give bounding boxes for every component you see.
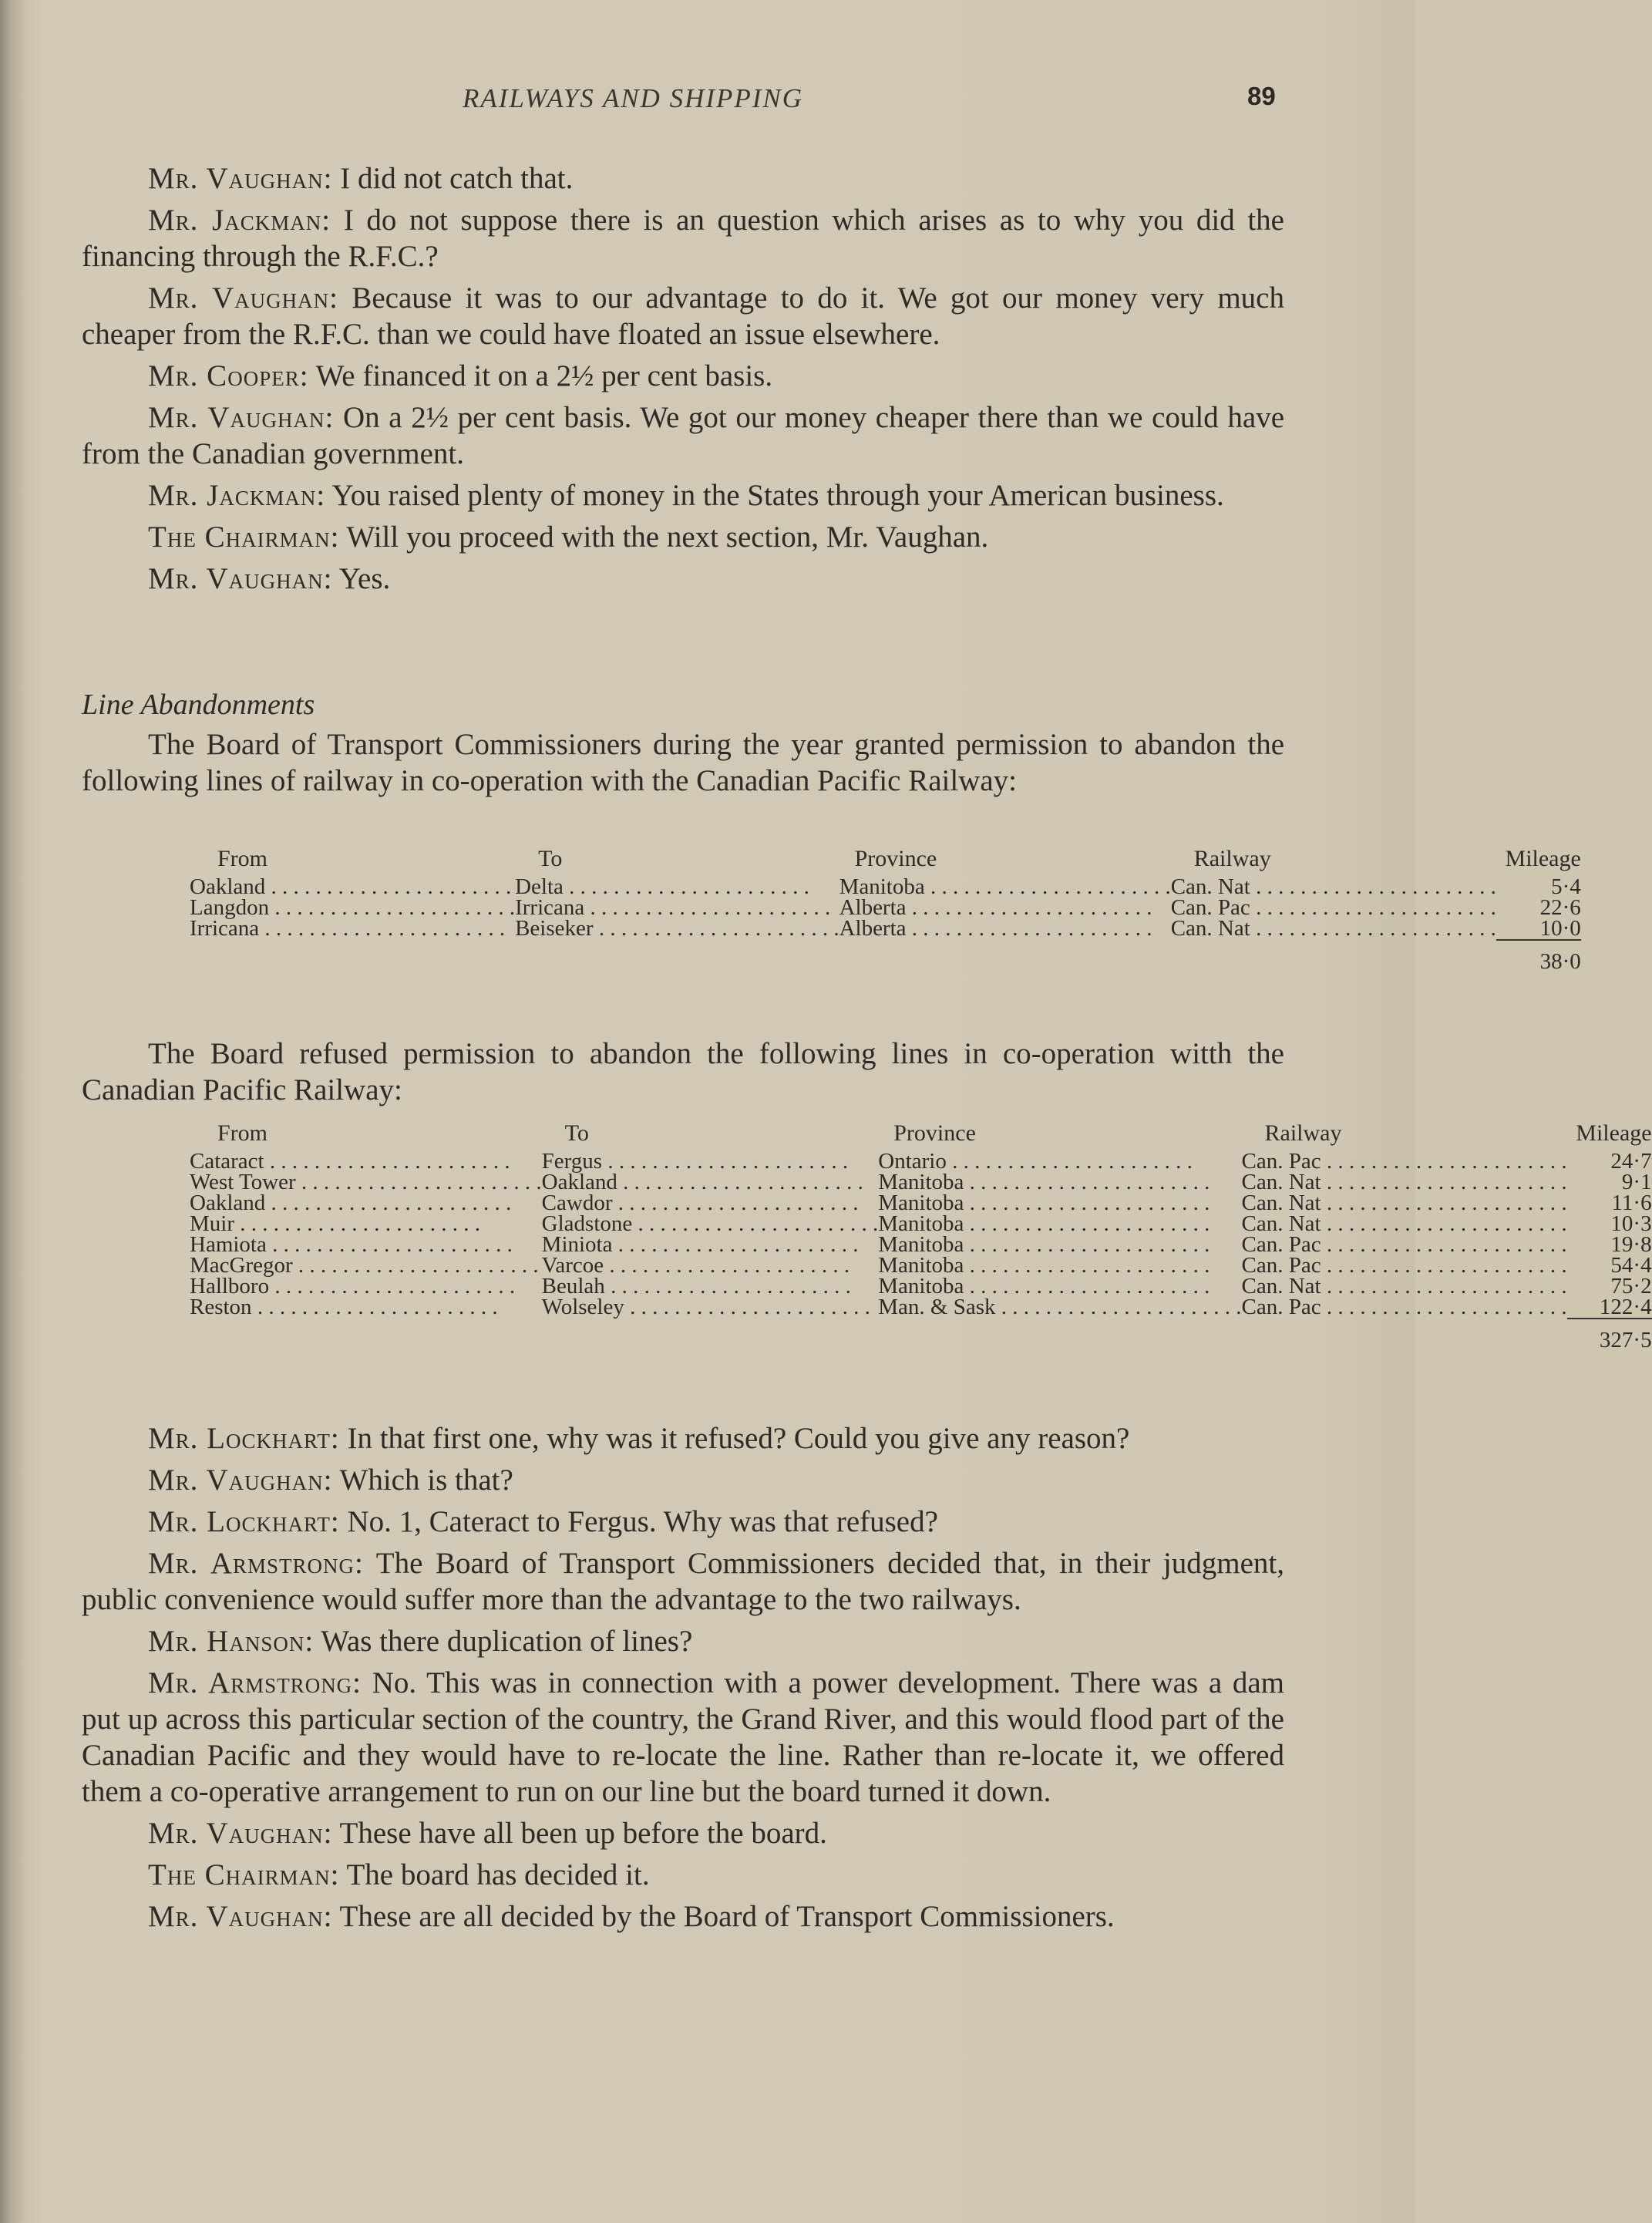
cell-railway: Can. Nat . . . — [1242, 1214, 1567, 1234]
cell-mileage: 54·4 — [1610, 1253, 1652, 1278]
cell-from: Cataract . . . — [190, 1151, 542, 1172]
speech: No. 1, Cateract to Fergus. Why was that refused? — [347, 1505, 938, 1538]
speech: On a 2½ per cent basis. We got our money cheaper there than we could have from the Canadian government. — [82, 401, 1285, 470]
page-header — [0, 83, 1415, 122]
dialogue-paragraph — [82, 399, 1284, 472]
granted-intro: The Board of Transport Commissioners during the year granted permission to abandon the following lines of railway in co-operation with the Canadian Pacific Railway: — [82, 728, 1284, 797]
cell-railway: Can. Nat . . . — [1242, 1172, 1567, 1193]
speech: These are all decided by the Board of Transport Commissioners. — [339, 1900, 1115, 1933]
table-row — [190, 877, 1581, 898]
cell-province: Man. & Sask . . . — [878, 1297, 1241, 1318]
cell-to: Fergus . . . — [542, 1151, 879, 1172]
speaker: Mr. Armstrong: — [148, 1666, 362, 1699]
header-railway: Railway — [1193, 846, 1271, 871]
cell-railway: Can. Pac . . . — [1242, 1297, 1567, 1318]
cell-mileage: 75·2 — [1610, 1274, 1652, 1298]
header-province: Province — [893, 1120, 976, 1146]
cell-railway: Can. Pac . . . — [1242, 1234, 1567, 1255]
cell-to: Miniota . . . — [542, 1234, 879, 1255]
table-row — [190, 1297, 1652, 1318]
cell-mileage: 19·8 — [1610, 1232, 1652, 1257]
speaker: Mr. Cooper: — [148, 359, 309, 392]
speaker: The Chairman: — [148, 520, 340, 554]
cell-railway: Can. Nat . . . — [1171, 877, 1496, 898]
cell-province: Manitoba . . . — [878, 1255, 1241, 1276]
table-row — [190, 1193, 1652, 1214]
cell-province: Manitoba . . . — [878, 1214, 1241, 1234]
cell-to: Cawdor . . . — [542, 1193, 879, 1214]
refused-total: 327·5 — [1567, 1318, 1652, 1351]
cell-to: Oakland . . . — [542, 1172, 879, 1193]
cell-from: West Tower . . . — [190, 1172, 542, 1193]
speaker: Mr. Vaughan: — [148, 162, 333, 195]
speaker: Mr. Vaughan: — [148, 1817, 333, 1850]
speech: We financed it on a 2½ per cent basis. — [315, 359, 773, 392]
cell-from: Oakland . . . — [190, 877, 515, 898]
cell-railway: Can. Pac . . . — [1242, 1255, 1567, 1276]
speaker: The Chairman: — [148, 1858, 340, 1891]
granted-table — [190, 848, 1581, 972]
speaker: Mr. Vaughan: — [148, 1900, 333, 1933]
speech: In that first one, why was it refused? Could you give any reason? — [347, 1422, 1130, 1455]
speech: Because it was to our advantage to do it. We got our money very much cheaper from the R.F.C. than we could have floated an issue elsewhere. — [82, 281, 1284, 351]
cell-mileage: 24·7 — [1610, 1149, 1652, 1174]
header-mileage: Mileage — [1576, 1120, 1652, 1146]
header-province: Province — [854, 846, 937, 871]
refused-table — [190, 1120, 1652, 1352]
refused-intro: The Board refused permission to abandon the following lines in co-operation witth the Canadian Pacific Railway: — [82, 1037, 1284, 1106]
cell-from: Oakland . . . — [190, 1193, 542, 1214]
table-total-row — [190, 1318, 1652, 1351]
cell-railway: Can. Nat . . . — [1242, 1193, 1567, 1214]
dialogue-paragraph — [82, 1857, 1284, 1893]
cell-to: Beulah . . . — [542, 1276, 879, 1297]
cell-railway: Can. Pac . . . — [1171, 898, 1496, 918]
speaker: Mr. Vaughan: — [148, 281, 339, 315]
cell-province: Ontario . . . — [878, 1151, 1241, 1172]
speech: I did not catch that. — [340, 162, 574, 195]
cell-from: Irricana . . . — [190, 918, 515, 939]
speaker: Mr. Vaughan: — [148, 401, 335, 434]
cell-to: Beiseker . . . — [515, 918, 839, 939]
dialogue-paragraph — [82, 1504, 1284, 1540]
dialogue-top — [82, 160, 1284, 602]
speaker: Mr. Armstrong: — [148, 1547, 364, 1580]
line-abandonments-section — [82, 686, 1284, 804]
speaker: Mr. Vaughan: — [148, 562, 333, 595]
cell-province: Alberta . . . — [839, 898, 1171, 918]
table-header-row — [190, 848, 1581, 877]
table-row — [190, 1255, 1652, 1276]
cell-railway: Can. Nat . . . — [1171, 918, 1496, 939]
dialogue-paragraph — [82, 280, 1284, 352]
cell-from: Muir . . . — [190, 1214, 542, 1234]
cell-from: MacGregor . . . — [190, 1255, 542, 1276]
page-number: 89 — [1247, 82, 1276, 110]
dialogue-paragraph — [82, 477, 1284, 514]
cell-province: Manitoba . . . — [878, 1234, 1241, 1255]
dialogue-paragraph — [82, 1545, 1284, 1618]
section-heading: Line Abandonments — [82, 689, 315, 721]
granted-table-wrapper — [82, 846, 1581, 974]
speech: No. This was in connection with a power development. There was a dam put up across this particular section of the country, the Grand River, and this would flood part of the Canadian Pacific and they would have to re-locate the line. Rather than re-locate it, we offered them a co-operative arrangement to run on our line but the board turned it down. — [82, 1666, 1285, 1808]
cell-mileage: 10·3 — [1610, 1211, 1652, 1236]
dialogue-paragraph — [82, 1420, 1284, 1457]
table-header-row — [190, 1123, 1652, 1151]
speech: Was there duplication of lines? — [321, 1625, 693, 1658]
refused-section — [82, 1036, 1284, 1113]
cell-province: Manitoba . . . — [878, 1276, 1241, 1297]
cell-from: Hamiota . . . — [190, 1234, 542, 1255]
table-row — [190, 1214, 1652, 1234]
cell-to: Wolseley . . . — [542, 1297, 879, 1318]
speech: Which is that? — [339, 1463, 513, 1497]
speech: The Board of Transport Commissioners decided that, in their judgment, public convenience would suffer more than the advantage to the two railways. — [82, 1547, 1284, 1616]
speaker: Mr. Jackman: — [148, 479, 326, 512]
dialogue-paragraph — [82, 1665, 1284, 1810]
header-to: To — [564, 1120, 589, 1146]
speaker: Mr. Jackman: — [148, 204, 331, 237]
dialogue-bottom — [82, 1420, 1284, 1940]
speaker: Mr. Vaughan: — [148, 1463, 333, 1497]
cell-to: Irricana . . . — [515, 898, 839, 918]
speaker: Mr. Lockhart: — [148, 1422, 340, 1455]
cell-mileage: 5·4 — [1551, 874, 1581, 899]
cell-from: Reston . . . — [190, 1297, 542, 1318]
table-total-row — [190, 939, 1581, 972]
table-row — [190, 1276, 1652, 1297]
dialogue-paragraph — [82, 1623, 1284, 1659]
speaker: Mr. Lockhart: — [148, 1505, 340, 1538]
table-row — [190, 1234, 1652, 1255]
table-row — [190, 898, 1581, 918]
table-row — [190, 1172, 1652, 1193]
header-from: From — [217, 846, 268, 871]
running-title: RAILWAYS AND SHIPPING — [463, 83, 804, 113]
speech: Will you proceed with the next section, Mr. Vaughan. — [346, 520, 989, 554]
speech: I do not suppose there is an question which arises as to why you did the financing through the R.F.C.? — [82, 204, 1284, 273]
cell-province: Manitoba . . . — [839, 877, 1171, 898]
speaker: Mr. Hanson: — [148, 1625, 315, 1658]
dialogue-paragraph — [82, 1815, 1284, 1851]
cell-province: Manitoba . . . — [878, 1172, 1241, 1193]
speech: The board has decided it. — [346, 1858, 650, 1891]
cell-mileage: 9·1 — [1621, 1170, 1652, 1194]
cell-to: Gladstone . . . — [542, 1214, 879, 1234]
cell-mileage: 22·6 — [1539, 895, 1581, 920]
cell-railway: Can. Nat . . . — [1242, 1276, 1567, 1297]
dialogue-paragraph — [82, 561, 1284, 597]
dialogue-paragraph — [82, 358, 1284, 394]
dialogue-paragraph — [82, 202, 1284, 275]
header-mileage: Mileage — [1505, 846, 1581, 871]
speech: Yes. — [338, 562, 391, 595]
speech: These have all been up before the board. — [339, 1817, 827, 1850]
header-railway: Railway — [1264, 1120, 1342, 1146]
cell-railway: Can. Pac . . . — [1242, 1151, 1567, 1172]
cell-to: Varcoe . . . — [542, 1255, 879, 1276]
header-from: From — [217, 1120, 268, 1146]
speech: You raised plenty of money in the States through your American business. — [331, 479, 1224, 512]
header-to: To — [538, 846, 563, 871]
cell-mileage: 10·0 — [1539, 916, 1581, 941]
refused-table-wrapper — [82, 1120, 1652, 1352]
dialogue-paragraph — [82, 160, 1284, 197]
granted-total: 38·0 — [1496, 939, 1581, 972]
cell-mileage: 11·6 — [1611, 1191, 1652, 1215]
cell-from: Hallboro . . . — [190, 1276, 542, 1297]
cell-to: Delta . . . — [515, 877, 839, 898]
cell-mileage: 122·4 — [1599, 1295, 1652, 1319]
dialogue-paragraph — [82, 1898, 1284, 1935]
dialogue-paragraph — [82, 519, 1284, 555]
cell-province: Manitoba . . . — [878, 1193, 1241, 1214]
cell-from: Langdon . . . — [190, 898, 515, 918]
table-row — [190, 918, 1581, 939]
cell-province: Alberta . . . — [839, 918, 1171, 939]
dialogue-paragraph — [82, 1462, 1284, 1498]
table-row — [190, 1151, 1652, 1172]
